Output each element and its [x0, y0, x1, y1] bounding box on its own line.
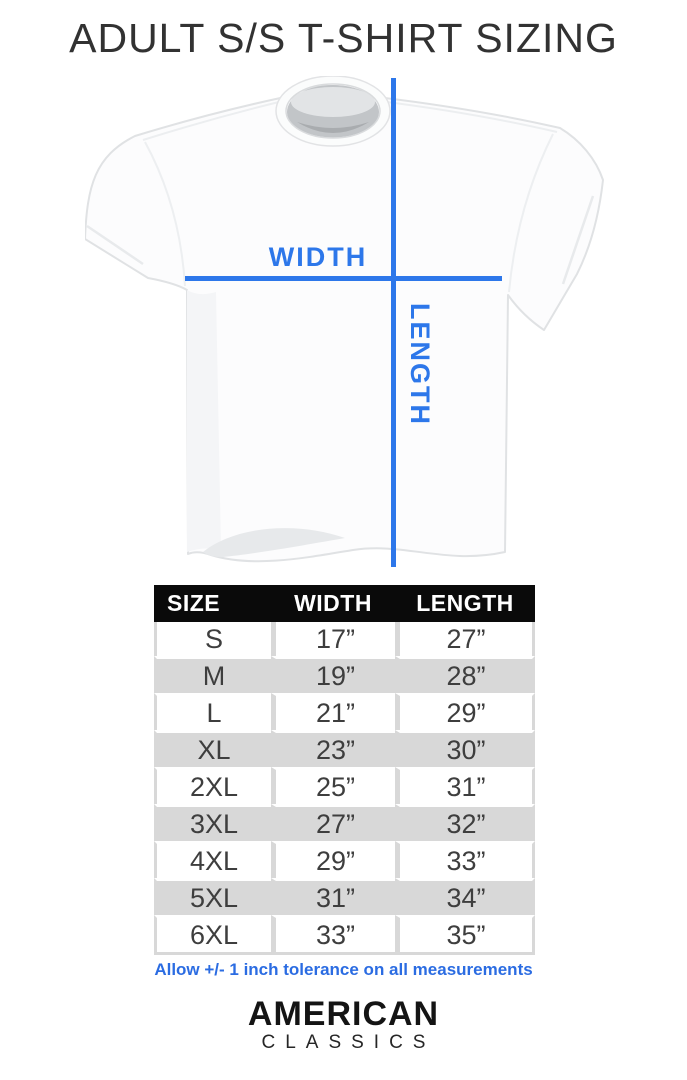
length-cell: 34”: [395, 878, 535, 915]
width-cell: 29”: [271, 841, 395, 878]
width-cell: 17”: [271, 622, 395, 656]
brand-name-secondary: CLASSICS: [261, 1032, 436, 1053]
table-row-l: [154, 693, 535, 730]
table-row-xl: [154, 730, 535, 767]
length-cell: 27”: [395, 622, 535, 656]
length-cell: 32”: [395, 804, 535, 841]
size-table: [154, 585, 535, 955]
table-header-row: [154, 585, 535, 622]
width-label: WIDTH: [268, 242, 368, 272]
collar-back: [291, 87, 375, 117]
length-cell: 33”: [395, 841, 535, 878]
table-row-5xl: [154, 878, 535, 915]
tshirt-shading: [187, 290, 221, 552]
header-width: WIDTH: [271, 585, 395, 622]
header-length: LENGTH: [395, 585, 535, 622]
table-row-3xl: [154, 804, 535, 841]
tshirt-body: [85, 86, 603, 561]
width-cell: 23”: [271, 730, 395, 767]
length-cell: 31”: [395, 767, 535, 804]
table-row-m: [154, 656, 535, 693]
size-cell: M: [154, 656, 271, 693]
length-label: LENGTH: [405, 303, 435, 426]
size-cell: 5XL: [154, 878, 271, 915]
brand-logo: [0, 997, 687, 1052]
length-cell: 28”: [395, 656, 535, 693]
size-cell: 6XL: [154, 915, 271, 955]
width-cell: 33”: [271, 915, 395, 955]
header-size: SIZE: [154, 585, 271, 622]
width-cell: 25”: [271, 767, 395, 804]
size-cell: 3XL: [154, 804, 271, 841]
length-cell: 35”: [395, 915, 535, 955]
width-measure-line: [185, 276, 502, 281]
width-cell: 31”: [271, 878, 395, 915]
tolerance-note: Allow +/- 1 inch tolerance on all measurements: [154, 960, 533, 979]
table-row-s: [154, 622, 535, 656]
brand-name-primary: AMERICAN: [247, 995, 440, 1033]
length-cell: 29”: [395, 693, 535, 730]
tshirt-image: [85, 76, 605, 576]
width-cell: 21”: [271, 693, 395, 730]
table-row-4xl: [154, 841, 535, 878]
length-measure-line: [391, 78, 396, 567]
width-cell: 19”: [271, 656, 395, 693]
width-cell: 27”: [271, 804, 395, 841]
length-cell: 30”: [395, 730, 535, 767]
size-cell: 4XL: [154, 841, 271, 878]
tshirt-diagram: [85, 76, 605, 576]
size-cell: XL: [154, 730, 271, 767]
size-cell: 2XL: [154, 767, 271, 804]
page-title: ADULT S/S T-SHIRT SIZING: [69, 15, 618, 61]
table-row-6xl: [154, 915, 535, 955]
size-cell: L: [154, 693, 271, 730]
table-row-2xl: [154, 767, 535, 804]
size-cell: S: [154, 622, 271, 656]
